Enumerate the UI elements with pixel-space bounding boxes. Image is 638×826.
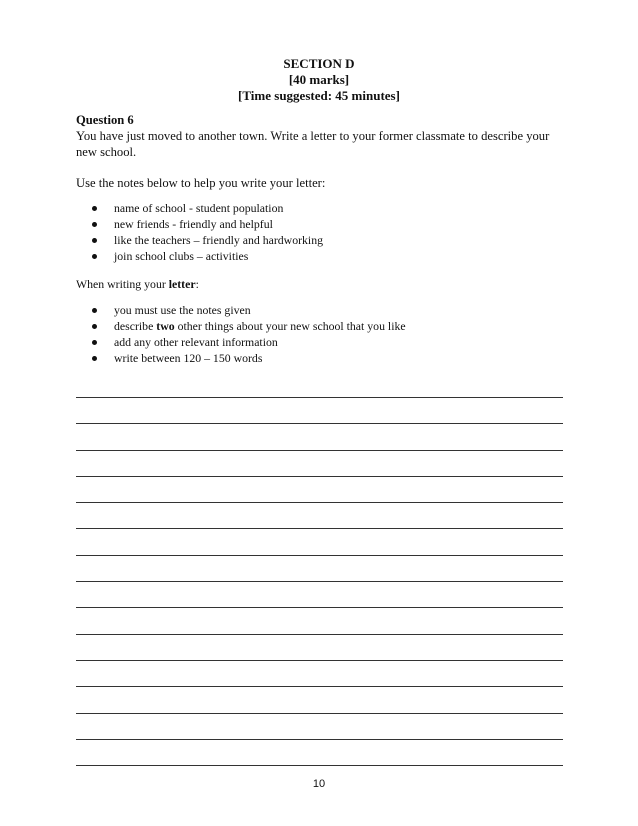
answer-line[interactable] [76, 556, 563, 582]
note-text: new friends - friendly and helpful [114, 217, 273, 231]
list-item [76, 248, 323, 264]
bullet-icon [92, 238, 97, 243]
answer-line[interactable] [76, 608, 563, 634]
page-number: 10 [312, 778, 326, 790]
section-header [0, 56, 638, 104]
section-title: SECTION D [283, 56, 355, 71]
list-item [76, 350, 406, 366]
list-item [76, 334, 406, 350]
instruction-pre: add any other relevant information [114, 335, 278, 349]
instruction-pre: write between 120 – 150 words [114, 351, 263, 365]
answer-line[interactable] [76, 451, 563, 477]
when-bold: letter [168, 277, 196, 291]
answer-line[interactable] [76, 635, 563, 661]
instruction-bold: two [156, 319, 175, 333]
section-marks: [40 marks] [288, 72, 350, 87]
answer-lines [76, 390, 563, 766]
bullet-icon [92, 206, 97, 211]
instruction-post: other things about your new school that you like [174, 319, 406, 333]
notes-intro: Use the notes below to help you write your letter: [76, 176, 326, 190]
list-item [76, 216, 323, 232]
answer-line[interactable] [76, 424, 563, 450]
note-text: like the teachers – friendly and hardworking [114, 233, 323, 247]
bullet-icon [92, 340, 97, 345]
notes-list [76, 200, 323, 264]
list-item [76, 232, 323, 248]
answer-line[interactable] [76, 687, 563, 713]
bullet-icon [92, 254, 97, 259]
bullet-icon [92, 222, 97, 227]
list-item [76, 200, 323, 216]
when-prefix: When writing your [76, 277, 169, 291]
answer-line[interactable] [76, 398, 563, 424]
answer-line[interactable] [76, 740, 563, 766]
note-text: name of school - student population [114, 201, 284, 215]
note-text: join school clubs – activities [114, 249, 249, 263]
instruction-pre: you must use the notes given [114, 303, 251, 317]
instructions-list [76, 302, 406, 366]
bullet-icon [92, 308, 97, 313]
section-time: [Time suggested: 45 minutes] [238, 88, 400, 103]
answer-line[interactable] [76, 714, 563, 740]
answer-line[interactable] [76, 503, 563, 529]
bullet-icon [92, 324, 97, 329]
question-block [76, 112, 566, 160]
bullet-icon [92, 356, 97, 361]
answer-line[interactable] [76, 582, 563, 608]
instruction-pre: describe [114, 319, 157, 333]
list-item [76, 318, 406, 334]
list-item [76, 302, 406, 318]
answer-line[interactable] [76, 661, 563, 687]
writing-instructions-intro [76, 276, 199, 292]
when-suffix: : [195, 277, 199, 291]
question-prompt: You have just moved to another town. Write a letter to your former classmate to describe your new school. [76, 129, 553, 159]
answer-line[interactable] [76, 477, 563, 503]
answer-line[interactable] [76, 390, 563, 398]
question-title: Question 6 [76, 113, 134, 127]
answer-line[interactable] [76, 529, 563, 555]
